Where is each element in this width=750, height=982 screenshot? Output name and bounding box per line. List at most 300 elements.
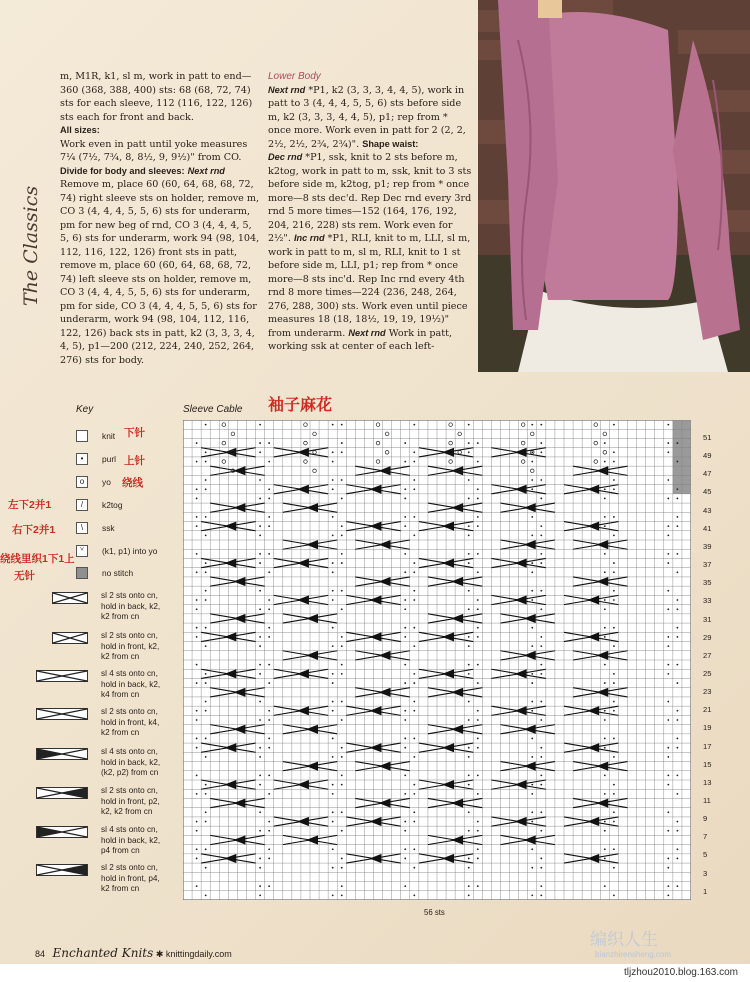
bullet-icon: ✱: [155, 949, 164, 959]
purl-dot: [477, 461, 479, 463]
purl-dot: [268, 710, 270, 712]
purl-dot: [477, 664, 479, 666]
chart-cn-title: 袖子麻花: [268, 397, 333, 414]
purl-dot: [268, 793, 270, 795]
purl-dot: [205, 811, 207, 813]
purl-dot: [676, 664, 678, 666]
purl-dot: [268, 571, 270, 573]
purl-dot: [413, 701, 415, 703]
purl-dot: [540, 811, 542, 813]
purl-dot: [413, 821, 415, 823]
purl-dot: [676, 747, 678, 749]
purl-dot: [332, 488, 334, 490]
purl-dot: [259, 553, 261, 555]
purl-dot: [413, 534, 415, 536]
purl-dot: [259, 894, 261, 896]
purl-dot: [332, 848, 334, 850]
no-stitch-cell: [682, 466, 691, 475]
purl-dot: [205, 701, 207, 703]
purl-dot: [540, 498, 542, 500]
purl-dot: [468, 830, 470, 832]
purl-dot: [540, 608, 542, 610]
purl-dot: [268, 599, 270, 601]
purl-dot: [404, 664, 406, 666]
no-stitch-cell: [673, 448, 682, 457]
purl-dot: [341, 756, 343, 758]
cable-symbol-icon: [36, 708, 88, 720]
purl-dot: [196, 664, 198, 666]
purl-dot: [413, 811, 415, 813]
purl-dot: [667, 608, 669, 610]
purl-dot: [404, 830, 406, 832]
purl-dot: [613, 562, 615, 564]
purl-dot: [413, 894, 415, 896]
purl-dot: [604, 571, 606, 573]
purl-dot: [676, 525, 678, 527]
purl-dot: [667, 701, 669, 703]
purl-dot: [196, 553, 198, 555]
k2tog-symbol: /: [76, 499, 88, 511]
purl-dot: [667, 553, 669, 555]
purl-dot: [477, 488, 479, 490]
purl-dot: [404, 774, 406, 776]
purl-dot: [540, 525, 542, 527]
purl-dot: [413, 682, 415, 684]
row-number: 21: [703, 705, 712, 715]
purl-dot: [413, 738, 415, 740]
no-stitch-cell: [682, 429, 691, 438]
purl-dot: [531, 479, 533, 481]
purl-dot: [540, 424, 542, 426]
purl-dot: [413, 784, 415, 786]
cable-symbol-icon: [36, 826, 88, 838]
purl-dot: [404, 571, 406, 573]
paragraph: m, M1R, k1, sl m, work in patt to end—360 (368, 388, 400) sts: 68 (68, 72, 74) sts for each sleeve, 112 (116, 122, 126) sts each for front and back.: [60, 71, 253, 123]
purl-dot: [604, 848, 606, 850]
purl-dot: [676, 710, 678, 712]
purl-dot: [667, 784, 669, 786]
purl-dot: [341, 608, 343, 610]
purl-dot: [205, 867, 207, 869]
heading-divide: Divide for body and sleeves:: [60, 165, 185, 176]
purl-dot: [404, 848, 406, 850]
no-stitch-cell: [682, 485, 691, 494]
purl-dot: [604, 599, 606, 601]
purl-dot: [332, 599, 334, 601]
purl-dot: [667, 867, 669, 869]
purl-dot: [613, 599, 615, 601]
purl-dot: [196, 636, 198, 638]
purl-dot: [413, 562, 415, 564]
purl-dot: [613, 894, 615, 896]
no-stitch-cell: [682, 420, 691, 429]
purl-dot: [531, 562, 533, 564]
purl-dot: [667, 645, 669, 647]
row-number: 7: [703, 832, 708, 842]
row-number: 41: [703, 523, 712, 533]
purl-dot: [531, 848, 533, 850]
purl-dot: [667, 673, 669, 675]
purl-dot: [667, 719, 669, 721]
purl-dot: [531, 627, 533, 629]
purl-dot: [341, 811, 343, 813]
purl-dot: [268, 747, 270, 749]
purl-dot: [259, 608, 261, 610]
purl-dot: [205, 479, 207, 481]
purl-dot: [613, 756, 615, 758]
purl-dot: [259, 885, 261, 887]
purl-dot: [341, 498, 343, 500]
purl-dot: [468, 784, 470, 786]
paragraph: Work even in patt until yoke measures 7¼ (7½, 7¾, 8, 8½, 9, 9½)" from CO.: [60, 138, 248, 163]
purl-dot: [259, 525, 261, 527]
purl-dot: [676, 627, 678, 629]
purl-dot: [259, 811, 261, 813]
purl-dot: [259, 719, 261, 721]
row-number: 19: [703, 723, 712, 733]
purl-dot: [268, 516, 270, 518]
purl-dot: [604, 553, 606, 555]
purl-dot: [667, 498, 669, 500]
purl-dot: [613, 424, 615, 426]
purl-dot: [477, 599, 479, 601]
purl-dot: [413, 848, 415, 850]
purl-dot: [404, 498, 406, 500]
cable-symbol-icon: [36, 748, 88, 760]
purl-dot: [676, 821, 678, 823]
purl-dot: [531, 784, 533, 786]
magazine-title: Enchanted Knits: [52, 946, 154, 960]
purl-dot: [341, 774, 343, 776]
purl-dot: [477, 498, 479, 500]
purl-dot: [332, 756, 334, 758]
purl-dot: [259, 664, 261, 666]
purl-dot: [667, 525, 669, 527]
purl-dot: [477, 719, 479, 721]
purl-dot: [341, 479, 343, 481]
purl-dot: [404, 608, 406, 610]
no-stitch-cell: [682, 438, 691, 447]
purl-dot: [477, 858, 479, 860]
purl-dot: [341, 534, 343, 536]
purl-dot: [268, 608, 270, 610]
purl-dot: [205, 645, 207, 647]
purl-dot: [540, 784, 542, 786]
purl-dot: [667, 830, 669, 832]
cable-key-description: sl 4 sts onto cn, hold in back, k2, (k2, p2) from cn: [101, 747, 161, 777]
cn-annotation: 无针: [14, 570, 35, 582]
purl-dot: [604, 498, 606, 500]
purl-dot: [531, 811, 533, 813]
purl-dot: [477, 627, 479, 629]
purl-dot: [613, 534, 615, 536]
purl-dot: [613, 867, 615, 869]
purl-dot: [604, 793, 606, 795]
purl-dot: [468, 645, 470, 647]
row-number: 35: [703, 578, 712, 588]
purl-dot: [604, 830, 606, 832]
purl-dot: [404, 627, 406, 629]
purl-dot: [604, 461, 606, 463]
heading-next-rnd: Next rnd: [268, 84, 306, 95]
purl-dot: [268, 664, 270, 666]
heading-next-rnd: Next rnd: [187, 165, 225, 176]
purl-dot: [268, 525, 270, 527]
purl-dot: [196, 738, 198, 740]
purl-dot: [205, 821, 207, 823]
purl-dot: [196, 571, 198, 573]
purl-dot: [332, 451, 334, 453]
purl-dot: [196, 885, 198, 887]
purl-dot: [332, 571, 334, 573]
purl-dot: [268, 627, 270, 629]
purl-dot: [196, 710, 198, 712]
purl-dot: [604, 636, 606, 638]
cable-key-description: sl 2 sts onto cn, hold in front, p4, k2 from cn: [101, 863, 160, 893]
purl-dot: [259, 498, 261, 500]
purl-dot: [613, 682, 615, 684]
cable-symbol-icon: [52, 632, 88, 644]
purl-dot: [413, 461, 415, 463]
purl-dot: [477, 571, 479, 573]
row-number: 3: [703, 868, 708, 878]
purl-dot: [196, 516, 198, 518]
purl-dot: [604, 516, 606, 518]
row-number: 15: [703, 759, 712, 769]
purl-dot: [676, 516, 678, 518]
purl-dot: [477, 738, 479, 740]
purl-dot: [540, 774, 542, 776]
purl-dot: [404, 636, 406, 638]
purl-dot: [196, 719, 198, 721]
purl-dot: [268, 830, 270, 832]
purl-dot: [604, 682, 606, 684]
purl-dot: [332, 590, 334, 592]
purl-dot: [676, 636, 678, 638]
purl-dot: [404, 599, 406, 601]
purl-dot: [205, 488, 207, 490]
purl-dot: [468, 756, 470, 758]
purl-dot: [667, 811, 669, 813]
purl-dot: [477, 636, 479, 638]
purl-dot: [676, 571, 678, 573]
purl-dot: [531, 645, 533, 647]
heading-shape-waist: Shape waist:: [362, 138, 419, 149]
yo-symbol: o: [76, 476, 88, 488]
purl-dot: [531, 571, 533, 573]
purl-dot: [205, 599, 207, 601]
purl-dot: [540, 590, 542, 592]
purl-dot: [332, 793, 334, 795]
no-stitch-cell: [682, 448, 691, 457]
purl-dot: [468, 673, 470, 675]
purl-dot: [613, 793, 615, 795]
purl-dot: [341, 894, 343, 896]
purl-dot: [205, 451, 207, 453]
purl-dot: [341, 747, 343, 749]
purl-dot: [196, 442, 198, 444]
purl-dot: [332, 738, 334, 740]
purl-dot: [468, 719, 470, 721]
purl-dot: [468, 442, 470, 444]
purl-dot: [667, 774, 669, 776]
purl-dot: [676, 858, 678, 860]
purl-dot: [341, 830, 343, 832]
purl-dot: [540, 867, 542, 869]
purl-dot: [613, 811, 615, 813]
purl-dot: [196, 793, 198, 795]
purl-dot: [613, 784, 615, 786]
purl-dot: [332, 784, 334, 786]
key-title: Key: [76, 404, 94, 415]
purl-dot: [667, 858, 669, 860]
purl-dot: [205, 424, 207, 426]
purl-dot: [196, 821, 198, 823]
purl-dot: [613, 821, 615, 823]
cable-symbol-icon: [52, 592, 88, 604]
purl-dot: [540, 701, 542, 703]
purl-dot: [332, 867, 334, 869]
purl-dot: [676, 599, 678, 601]
row-number: 1: [703, 886, 708, 896]
purl-dot: [332, 534, 334, 536]
row-number: 27: [703, 650, 712, 660]
purl-dot: [196, 627, 198, 629]
purl-dot: [531, 894, 533, 896]
purl-dot: [540, 479, 542, 481]
purl-dot: [468, 424, 470, 426]
row-number: 13: [703, 777, 712, 787]
purl-dot: [604, 858, 606, 860]
purl-dot: [205, 793, 207, 795]
ssk-symbol: \: [76, 522, 88, 534]
purl-dot: [205, 738, 207, 740]
purl-dot: [604, 821, 606, 823]
purl-dot: [531, 738, 533, 740]
purl-dot: [404, 461, 406, 463]
purl-dot: [196, 599, 198, 601]
purl-dot: [413, 451, 415, 453]
purl-dot: [477, 553, 479, 555]
purl-dot: [676, 682, 678, 684]
purl-dot: [259, 747, 261, 749]
purl-dot: [468, 701, 470, 703]
purl-dot: [404, 682, 406, 684]
purl-dot: [540, 553, 542, 555]
purl-dot: [404, 488, 406, 490]
purl-dot: [259, 451, 261, 453]
site-link[interactable]: knittingdaily.com: [165, 949, 232, 959]
purl-dot: [667, 590, 669, 592]
purl-dot: [413, 599, 415, 601]
purl-dot: [196, 498, 198, 500]
purl-dot: [332, 682, 334, 684]
purl-dot: [413, 710, 415, 712]
purl-dot: [259, 784, 261, 786]
purl-dot: [477, 682, 479, 684]
row-number: 39: [703, 541, 712, 551]
knit-symbol: [76, 430, 88, 442]
purl-dot: [332, 627, 334, 629]
instructions-column-2: Lower Body Next rnd *P1, k2 (3, 3, 3, 4, 4, 5), work in patt to 3 (4, 4, 4, 5, 5, 6) sts before side m, k2 (3, 3, 3, 4, 4, 5), p1; rep from * once more. Work even in patt for 2 (2, 2, 2½, 2½, 2¾, 2¾)". Shape waist: Dec rnd *P1, ssk, knit to 2 sts before m, k2tog, work in patt to m, ssk, knit to 3 sts before side m, k2tog, p1; rep from * once more—8 sts dec'd. Rep Dec rnd every 3rd rnd 5 more times—152 (164, 176, 192, 204, 216, 228) sts rem. Work even for 2½". Inc rnd *P1, RLI, knit to m, LLI, sl m, work in patt to m, sl m, RLI, knit to 1 st before side m, LLI, p1; rep from * once more—8 sts inc'd. Rep Inc rnd every 4th rnd 8 more times—224 (236, 248, 264, 276, 288, 300) sts. Work even until piece measures 18 (18, 18½, 19, 19, 19½)" from underarm. Next rnd Work in patt, working ssk at center of each left-: [268, 71, 472, 352]
purl-dot: [196, 488, 198, 490]
purl-dot: [341, 867, 343, 869]
purl-dot: [268, 848, 270, 850]
purl-dot: [477, 525, 479, 527]
purl-dot: [604, 525, 606, 527]
purl-dot: [604, 738, 606, 740]
purl-dot: [531, 461, 533, 463]
cable-key-description: sl 4 sts onto cn, hold in back, k2, k4 from cn: [101, 669, 161, 699]
purl-dot: [468, 774, 470, 776]
purl-dot: [268, 738, 270, 740]
cn-annotation: 上针: [124, 455, 145, 467]
purl-dot: [196, 774, 198, 776]
purl-dot: [531, 516, 533, 518]
row-number: 5: [703, 850, 708, 860]
purl-dot: [413, 756, 415, 758]
purl-dot: [332, 673, 334, 675]
purl-dot: [413, 479, 415, 481]
purl-dot: [477, 830, 479, 832]
purl-dot: [676, 830, 678, 832]
cable-symbol-icon: [36, 787, 88, 799]
purl-dot: [341, 858, 343, 860]
purl-dot: [268, 774, 270, 776]
purl-dot: [332, 562, 334, 564]
purl-dot: [540, 636, 542, 638]
purl-dot: [268, 821, 270, 823]
purl-dot: [676, 442, 678, 444]
purl-dot: [477, 885, 479, 887]
purl-dot: [341, 719, 343, 721]
purl-dot: [613, 627, 615, 629]
cable-symbol-icon: [36, 864, 88, 876]
purl-dot: [468, 894, 470, 896]
purl-dot: [676, 793, 678, 795]
no-stitch-cell: [673, 420, 682, 429]
purl-dot: [531, 451, 533, 453]
purl-dot: [205, 894, 207, 896]
purl-dot: [259, 867, 261, 869]
purl-dot: [259, 562, 261, 564]
purl-dot: [404, 553, 406, 555]
purl-dot: [468, 562, 470, 564]
purl-dot: [268, 442, 270, 444]
purl-dot: [332, 701, 334, 703]
row-number: 45: [703, 487, 712, 497]
purl-dot: [468, 479, 470, 481]
purl-dot: [477, 747, 479, 749]
purl-dot: [341, 442, 343, 444]
purl-dot: [667, 756, 669, 758]
purl-dot: [540, 894, 542, 896]
purl-dot: [477, 848, 479, 850]
purl-dot: [531, 710, 533, 712]
purl-dot: [268, 719, 270, 721]
chart-title: Sleeve Cable: [183, 404, 243, 415]
purl-dot: [531, 673, 533, 675]
purl-dot: [268, 858, 270, 860]
purl-dot: [259, 830, 261, 832]
no-stitch-cell: [673, 429, 682, 438]
purl-dot: [531, 793, 533, 795]
purl-dot: [477, 774, 479, 776]
purl-dot: [531, 488, 533, 490]
purl-dot: [531, 867, 533, 869]
purl-dot: [413, 627, 415, 629]
purl-dot: [613, 451, 615, 453]
